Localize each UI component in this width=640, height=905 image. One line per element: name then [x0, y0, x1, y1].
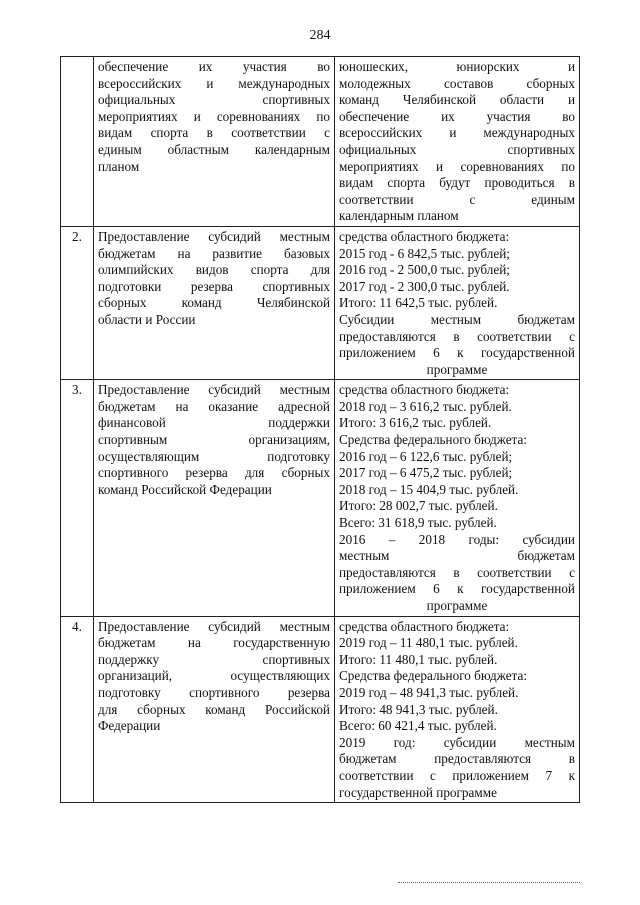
funding-line: Всего: 60 421,4 тыс. рублей. — [339, 718, 497, 734]
funding-line: официальных спортивных — [339, 141, 575, 157]
funding-line: юношеских, юниорских и — [339, 59, 575, 74]
description-line: видам спорта в соответствии с — [98, 125, 330, 141]
program-measures-table — [60, 56, 580, 803]
funding-line: 2016 – 2018 годы: субсидии — [339, 531, 575, 547]
funding-line: приложением 6 к государственной — [339, 581, 575, 597]
row-number-cell: 2. — [61, 226, 94, 379]
funding-cell — [335, 616, 580, 803]
description-line: поддержку спортивных — [98, 651, 330, 667]
description-line: официальных спортивных — [98, 92, 330, 108]
funding-line: 2017 год – 6 475,2 тыс. рублей; — [339, 465, 513, 481]
funding-line: Средства федерального бюджета: — [339, 432, 527, 448]
description-line: бюджетам на оказание адресной — [98, 398, 330, 414]
measure-description-cell — [94, 616, 335, 803]
description-line: бюджетам на государственную — [98, 635, 330, 651]
description-line: области и России — [98, 311, 196, 327]
funding-line: предоставляются в соответствии с — [339, 564, 575, 580]
measure-description-cell — [94, 380, 335, 616]
funding-line: молодежных составов сборных — [339, 75, 575, 91]
funding-line: видам спорта будут проводиться в — [339, 175, 575, 191]
description-line: для сборных команд Российской — [98, 701, 330, 717]
measure-description-cell — [94, 226, 335, 379]
funding-line: Итого: 28 002,7 тыс. рублей. — [339, 498, 498, 514]
funding-line: приложением 6 к государственной — [339, 345, 575, 361]
funding-cell — [335, 57, 580, 227]
funding-cell — [335, 380, 580, 616]
funding-line: Итого: 48 941,3 тыс. рублей. — [339, 701, 498, 717]
funding-cell — [335, 226, 580, 379]
table-body — [61, 57, 580, 803]
description-line: обеспечение их участия во — [98, 59, 330, 74]
funding-line: Субсидии местным бюджетам — [339, 311, 575, 327]
funding-line: местным бюджетам — [339, 548, 575, 564]
funding-line: календарным планом — [339, 208, 459, 224]
funding-line: Всего: 31 618,9 тыс. рублей. — [339, 515, 497, 531]
table-row — [61, 57, 580, 227]
funding-line: 2018 год – 15 404,9 тыс. рублей. — [339, 481, 519, 497]
description-line: Федерации — [98, 718, 161, 734]
funding-line: всероссийских и международных — [339, 125, 575, 141]
description-line: подготовку спортивного резерва — [98, 684, 330, 700]
description-line: финансовой поддержки — [98, 415, 330, 431]
description-line: команд Российской Федерации — [98, 481, 272, 497]
description-line: подготовки резерва спортивных — [98, 278, 330, 294]
description-line: бюджетам на развитие базовых — [98, 245, 330, 261]
row-number-cell: 3. — [61, 380, 94, 616]
funding-line: 2015 год - 6 842,5 тыс. рублей; — [339, 245, 510, 261]
funding-line: 2017 год - 2 300,0 тыс. рублей. — [339, 278, 510, 294]
funding-line: средства областного бюджета: — [339, 228, 510, 244]
funding-line: мероприятиях и соревнованиях по — [339, 158, 575, 174]
funding-line: 2016 год – 6 122,6 тыс. рублей; — [339, 448, 513, 464]
row-number-cell: 4. — [61, 616, 94, 803]
funding-line: 2019 год – 11 480,1 тыс. рублей. — [339, 635, 518, 651]
description-line: Предоставление субсидий местным — [98, 618, 330, 634]
funding-line: Итого: 3 616,2 тыс. рублей. — [339, 415, 492, 431]
funding-line: Итого: 11 642,5 тыс. рублей. — [339, 295, 498, 311]
funding-line: 2019 год – 48 941,3 тыс. рублей. — [339, 684, 519, 700]
description-line: спортивным организациям, — [98, 432, 330, 448]
description-line: олимпийских видов спорта для — [98, 262, 330, 278]
description-line: мероприятиях и соревнованиях по — [98, 108, 330, 124]
funding-line: соответствии с единым — [339, 191, 575, 207]
funding-line: обеспечение их участия во — [339, 108, 575, 124]
description-line: Предоставление субсидий местным — [98, 382, 330, 398]
funding-line: программе — [426, 361, 488, 377]
description-line: единым областным календарным — [98, 141, 330, 157]
footer-dotted-line — [398, 882, 580, 884]
table-row — [61, 226, 580, 379]
description-line: организаций, осуществляющих — [98, 668, 330, 684]
funding-line: предоставляются в соответствии с — [339, 328, 575, 344]
description-line: планом — [98, 158, 140, 174]
funding-line: государственной программе — [339, 784, 497, 800]
funding-line: средства областного бюджета: — [339, 382, 510, 398]
funding-line: средства областного бюджета: — [339, 618, 510, 634]
description-line: спортивного резерва для сборных — [98, 465, 330, 481]
funding-line: бюджетам предоставляются в — [339, 751, 575, 767]
funding-line: команд Челябинской области и — [339, 92, 575, 108]
funding-line: программе — [426, 598, 488, 613]
table-row — [61, 380, 580, 616]
description-line: сборных команд Челябинской — [98, 295, 330, 311]
measure-description-cell — [94, 57, 335, 227]
description-line: осуществляющим подготовку — [98, 448, 330, 464]
funding-line: Средства федерального бюджета: — [339, 668, 527, 684]
funding-line: 2018 год – 3 616,2 тыс. рублей. — [339, 398, 512, 414]
funding-line: 2016 год - 2 500,0 тыс. рублей; — [339, 262, 510, 278]
page-number: 284 — [309, 28, 331, 43]
funding-line: Итого: 11 480,1 тыс. рублей. — [339, 651, 498, 667]
funding-line: соответствии с приложением 7 к — [339, 767, 575, 783]
description-line: Предоставление субсидий местным — [98, 228, 330, 244]
row-number-cell — [61, 57, 94, 227]
table-row — [61, 616, 580, 803]
funding-line: 2019 год: субсидии местным — [339, 734, 575, 750]
description-line: всероссийских и международных — [98, 75, 330, 91]
